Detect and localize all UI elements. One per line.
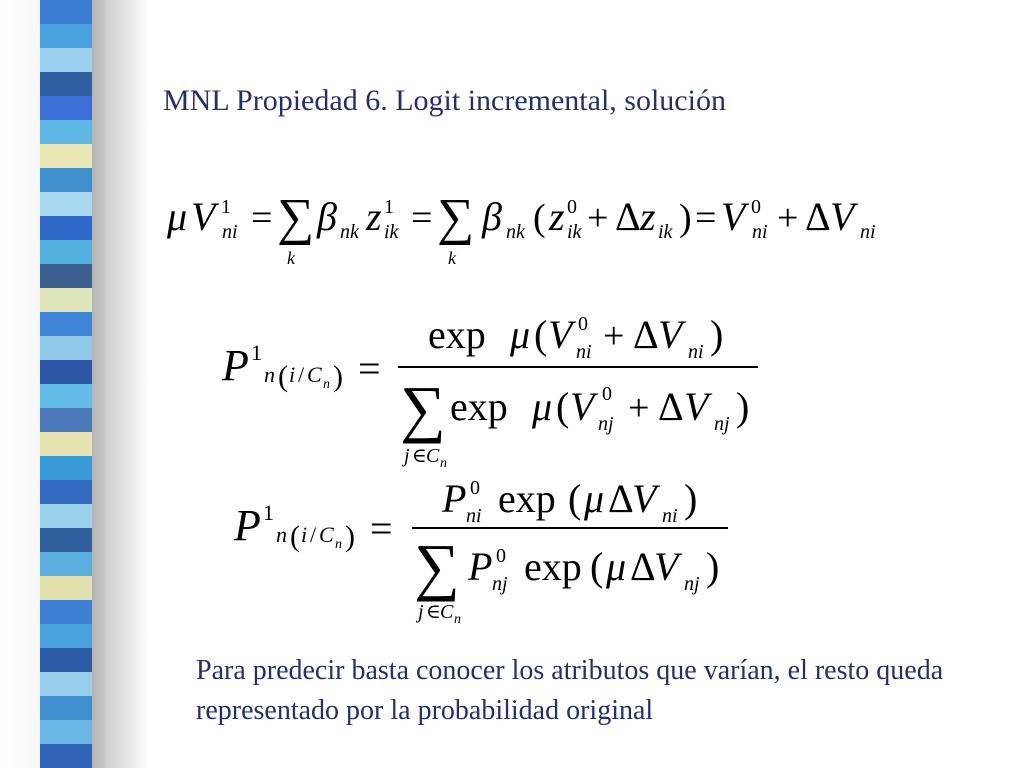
svg-text:0: 0 (496, 545, 506, 567)
svg-text:n: n (323, 377, 330, 392)
svg-text:nj: nj (684, 573, 700, 595)
slide-caption: Para predecir basta conocer los atributos que varían, el resto queda representado por la probabilidad original (196, 655, 944, 726)
svg-text:C: C (440, 601, 454, 623)
svg-text:Δ: Δ (615, 194, 641, 239)
equation-probability-exp (218, 302, 778, 472)
stripe-segment (40, 312, 92, 336)
svg-text:nj: nj (492, 573, 508, 595)
stripe-segment (40, 264, 92, 288)
svg-text:): ) (706, 544, 720, 589)
stripe-segment (40, 384, 92, 408)
svg-text:∑: ∑ (437, 189, 475, 246)
svg-text:): ) (333, 360, 343, 393)
svg-text:=: = (695, 197, 717, 239)
svg-text:=: = (370, 506, 393, 551)
svg-text:k: k (448, 248, 456, 268)
svg-text:(: ( (590, 544, 604, 589)
stripe-segment (40, 480, 92, 504)
svg-text:∑: ∑ (400, 373, 446, 444)
stripe-segment (40, 696, 92, 720)
svg-text:μ: μ (532, 384, 553, 429)
svg-text:C: C (426, 445, 440, 467)
stripe-segment (40, 552, 92, 576)
svg-text:n: n (335, 537, 342, 552)
svg-text:(: ( (568, 476, 582, 521)
svg-text:(: ( (534, 312, 548, 357)
svg-text:0: 0 (578, 313, 588, 335)
svg-text:ni: ni (662, 505, 678, 527)
svg-text:n: n (264, 362, 275, 387)
svg-text:j: j (404, 445, 410, 467)
svg-text:(: ( (278, 360, 288, 393)
svg-text:): ) (679, 197, 692, 239)
svg-text:0: 0 (602, 383, 612, 405)
svg-text:): ) (345, 520, 355, 553)
svg-text:ni: ni (860, 221, 876, 243)
svg-text:0: 0 (567, 196, 577, 218)
svg-text:∈: ∈ (412, 445, 427, 467)
svg-text:=: = (358, 346, 381, 391)
svg-text:+: + (628, 387, 650, 429)
svg-text:n: n (454, 612, 461, 627)
stripe-segment (40, 576, 92, 600)
svg-text:n: n (276, 522, 287, 547)
svg-text:C: C (307, 362, 322, 387)
stripe-segment (40, 744, 92, 768)
svg-text:nk: nk (340, 221, 359, 243)
stripe-segment (40, 720, 92, 744)
svg-text:1: 1 (221, 196, 231, 218)
svg-text:μ: μ (584, 476, 605, 521)
svg-text:0: 0 (751, 196, 761, 218)
svg-text:=: = (251, 197, 273, 239)
svg-text:β: β (482, 194, 502, 239)
svg-text:ik: ik (384, 221, 399, 243)
svg-text:V: V (191, 194, 216, 239)
svg-text:Δ: Δ (805, 194, 831, 239)
svg-text:i: i (301, 522, 308, 547)
stripe-segment (40, 216, 92, 240)
decorative-color-stripe (40, 0, 92, 768)
svg-text:Δ: Δ (608, 476, 634, 521)
svg-text:ik: ik (567, 221, 582, 243)
svg-text:z: z (549, 194, 565, 239)
svg-text:P: P (234, 501, 261, 550)
svg-text:0: 0 (470, 477, 480, 499)
stripe-segment (40, 528, 92, 552)
stripe-segment (40, 456, 92, 480)
svg-text:P: P (442, 476, 467, 521)
svg-text:/: / (310, 522, 317, 547)
svg-text:β: β (317, 194, 337, 239)
svg-text:V: V (721, 194, 746, 239)
stripe-segment (40, 240, 92, 264)
svg-text:V: V (632, 476, 657, 521)
svg-text:Δ: Δ (630, 544, 656, 589)
svg-text:i: i (289, 362, 296, 387)
svg-text:+: + (603, 315, 625, 357)
svg-text:(: ( (290, 520, 300, 553)
svg-text:nj: nj (598, 413, 614, 435)
svg-text:V: V (830, 194, 855, 239)
svg-text:+: + (777, 197, 799, 239)
stripe-segment (40, 408, 92, 432)
svg-text:V: V (570, 384, 595, 429)
stripe-segment (40, 48, 92, 72)
stripe-segment (40, 600, 92, 624)
svg-text:μ: μ (606, 544, 627, 589)
stripe-segment (40, 120, 92, 144)
svg-text:): ) (736, 384, 750, 429)
svg-text:ni: ni (466, 505, 482, 527)
svg-text:V: V (654, 544, 679, 589)
stripe-segment (40, 504, 92, 528)
stripe-segment (40, 288, 92, 312)
svg-text:1: 1 (263, 500, 274, 525)
svg-text:=: = (411, 197, 433, 239)
svg-text:nk: nk (506, 221, 525, 243)
svg-text:Δ: Δ (633, 312, 659, 357)
svg-text:μ: μ (167, 194, 188, 239)
svg-text:exp: exp (498, 476, 556, 521)
svg-text:): ) (710, 312, 724, 357)
svg-text:+: + (587, 197, 609, 239)
svg-text:∈: ∈ (426, 601, 441, 623)
stripe-segment (40, 24, 92, 48)
svg-text:P: P (222, 341, 249, 390)
svg-text:exp: exp (450, 384, 508, 429)
svg-text:nj: nj (714, 413, 730, 435)
equation-probability-incremental (230, 470, 740, 630)
svg-text:(: ( (556, 384, 570, 429)
stripe-segment (40, 72, 92, 96)
stripe-segment (40, 624, 92, 648)
svg-text:ni: ni (688, 341, 704, 363)
stripe-segment (40, 96, 92, 120)
svg-text:V: V (658, 312, 683, 357)
svg-text:1: 1 (384, 196, 394, 218)
equation-utility-update (165, 186, 885, 276)
svg-text:(: ( (533, 197, 546, 239)
svg-text:z: z (366, 194, 382, 239)
svg-text:exp: exp (428, 312, 486, 357)
svg-text:exp: exp (524, 544, 582, 589)
svg-text:Δ: Δ (658, 384, 684, 429)
stripe-segment (40, 432, 92, 456)
svg-text:/: / (298, 362, 305, 387)
svg-text:): ) (684, 476, 698, 521)
stripe-segment (40, 672, 92, 696)
svg-text:P: P (468, 544, 493, 589)
svg-text:∑: ∑ (277, 189, 315, 246)
stripe-segment (40, 360, 92, 384)
svg-text:V: V (684, 384, 709, 429)
stripe-segment (40, 0, 92, 24)
svg-text:ik: ik (658, 221, 673, 243)
slide-title: MNL Propiedad 6. Logit incremental, solución (163, 84, 726, 117)
stripe-segment (40, 648, 92, 672)
svg-text:V: V (548, 312, 573, 357)
stripe-segment (40, 144, 92, 168)
svg-text:ni: ni (752, 221, 768, 243)
stripe-segment (40, 192, 92, 216)
stripe-segment (40, 336, 92, 360)
svg-text:ni: ni (576, 341, 592, 363)
svg-text:n: n (440, 456, 447, 471)
stripe-segment (40, 168, 92, 192)
svg-text:μ: μ (510, 312, 531, 357)
svg-text:1: 1 (251, 340, 262, 365)
svg-text:C: C (319, 522, 334, 547)
svg-text:ni: ni (222, 221, 238, 243)
svg-text:∑: ∑ (414, 531, 460, 602)
svg-text:j: j (418, 601, 424, 623)
stripe-shadow (92, 0, 108, 768)
svg-text:k: k (287, 248, 295, 268)
svg-text:z: z (640, 194, 656, 239)
